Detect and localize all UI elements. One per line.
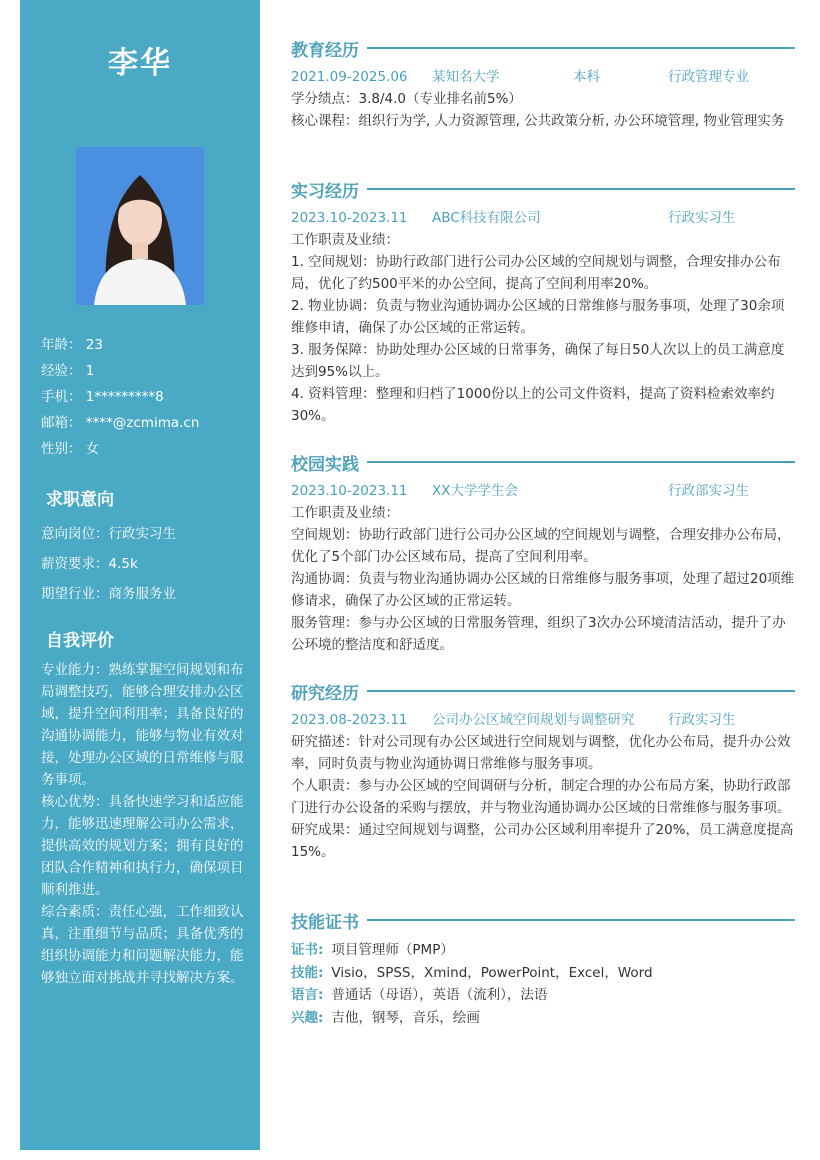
internship-section (291, 175, 795, 427)
role: 行政实习生 (668, 210, 736, 226)
skills-section (291, 906, 795, 1029)
detail-line: 沟通协调：负责与物业沟通协调办公区域的日常维修与服务事项，处理了超过20项维修请求，确保了办公区域的正常运转。 (291, 571, 795, 609)
intent-item: 意向岗位：行政实习生 (41, 526, 176, 542)
skill-value: 吉他，钢琴，音乐，绘画 (331, 1009, 480, 1026)
skill-label: 技能: (291, 964, 324, 981)
divider (367, 188, 795, 190)
intent-heading: 求职意向 (46, 490, 114, 510)
research-section (291, 677, 795, 863)
sidebar (20, 0, 260, 1150)
section-title: 研究经历 (291, 683, 359, 704)
courses: 核心课程：组织行为学, 人力资源管理, 公共政策分析, 办公环境管理, 物业管理实务 (291, 113, 785, 129)
date: 2023.10-2023.11 (291, 210, 408, 226)
intent-list (41, 519, 176, 609)
experience: 经验： 1 (41, 363, 95, 379)
divider (367, 461, 795, 463)
candidate-name: 李华 (108, 46, 172, 81)
section-title: 实习经历 (291, 181, 359, 202)
detail-line: 个人职责：参与办公区域的空间调研与分析，制定合理的办公布局方案，协助行政部门进行办公设备的采购与摆放，并与物业沟通协调办公区域的日常维修与服务事项。 (291, 778, 791, 816)
basic-info (41, 332, 199, 462)
eval-item: 核心优势：具备快速学习和适应能力，能够迅速理解公司办公需求，提供高效的规划方案；拥有良好的团队合作精神和执行力，确保项目顺利推进。 (41, 794, 244, 898)
skill-row (291, 939, 795, 962)
intent-item: 薪资要求：4.5k (41, 556, 138, 572)
date: 2023.08-2023.11 (291, 712, 408, 728)
eval-item: 综合素质：责任心强，工作细致认真，注重细节与品质；具备优秀的组织协调能力和问题解决能力，能够独立面对挑战并寻找解决方案。 (41, 904, 244, 986)
self-eval (41, 659, 245, 989)
education-section (291, 34, 795, 132)
skill-label: 语言: (291, 987, 324, 1003)
detail-line: 研究成果：通过空间规划与调整，公司办公区域利用率提升了20%，员工满意度提高15%。 (291, 822, 794, 860)
role: 行政部实习生 (668, 483, 749, 499)
skill-value: Visio，SPSS，Xmind，PowerPoint，Excel，Word (331, 964, 653, 981)
detail-line: 工作职责及业绩： (291, 232, 399, 248)
intent-item: 期望行业：商务服务业 (41, 586, 176, 602)
detail-line: 4. 资料管理：整理和归档了1000份以上的公司文件资料，提高了资料检索效率约30%。 (291, 386, 775, 424)
section-title: 校园实践 (291, 454, 359, 475)
divider (367, 47, 795, 49)
section-title: 技能证书 (291, 912, 359, 933)
divider (367, 919, 795, 921)
email: 邮箱： ****@zcmima.cn (41, 415, 200, 431)
detail-line: 1. 空间规划：协助行政部门进行公司办公区域的空间规划与调整，合理安排办公布局，优化了约500平米的办公空间，提高了空间利用率20%。 (291, 254, 781, 292)
skill-row (291, 984, 795, 1007)
skill-row (291, 1007, 795, 1030)
age: 年龄： 23 (41, 337, 103, 353)
skill-label: 兴趣: (291, 1009, 324, 1026)
gpa: 学分绩点：3.8/4.0（专业排名前5%） (291, 91, 522, 107)
organization: 公司办公区域空间规划与调整研究 (432, 712, 635, 728)
date: 2023.10-2023.11 (291, 483, 408, 499)
skill-row (291, 962, 795, 985)
gender: 性别： 女 (41, 441, 100, 457)
detail-line: 空间规划：协助行政部门进行公司办公区域的空间规划与调整，合理安排办公布局，优化了5个部门办公区域布局，提高了空间利用率。 (291, 527, 791, 565)
major: 行政管理专业 (668, 69, 749, 85)
skill-value: 普通话（母语），英语（流利），法语 (331, 987, 548, 1003)
profile-photo (76, 147, 204, 305)
role: 行政实习生 (668, 712, 736, 728)
date: 2021.09-2025.06 (291, 69, 408, 85)
detail-line: 研究描述：针对公司现有办公区域进行空间规划与调整，优化办公布局，提升办公效率，同时负责与物业沟通协调日常维修与服务事项。 (291, 734, 791, 772)
skill-value: 项目管理师（PMP） (331, 942, 454, 958)
detail-line: 3. 服务保障：协助处理办公区域的日常事务，确保了每日50人次以上的员工满意度达到95%以上。 (291, 342, 785, 380)
campus-section (291, 448, 795, 656)
skill-label: 证书: (291, 942, 324, 958)
eval-item: 专业能力：熟练掌握空间规划和布局调整技巧，能够合理安排办公区域，提升空间利用率；具备良好的沟通协调能力，能够与物业有效对接，处理办公区域的日常维修与服务事项。 (41, 662, 244, 788)
self-eval-heading: 自我评价 (46, 631, 114, 651)
divider (367, 690, 795, 692)
organization: ABC科技有限公司 (432, 210, 541, 226)
section-title: 教育经历 (291, 40, 359, 61)
detail-line: 工作职责及业绩： (291, 505, 399, 521)
organization: XX大学学生会 (432, 483, 518, 499)
detail-line: 服务管理：参与办公区域的日常服务管理，组织了3次办公环境清洁活动，提升了办公环境的整洁度和舒适度。 (291, 615, 786, 653)
detail-line: 2. 物业协调：负责与物业沟通协调办公区域的日常维修与服务事项，处理了30余项维修申请，确保了办公区域的正常运转。 (291, 298, 785, 336)
phone: 手机： 1*********8 (41, 389, 164, 405)
degree: 本科 (573, 69, 600, 85)
school: 某知名大学 (432, 69, 500, 85)
